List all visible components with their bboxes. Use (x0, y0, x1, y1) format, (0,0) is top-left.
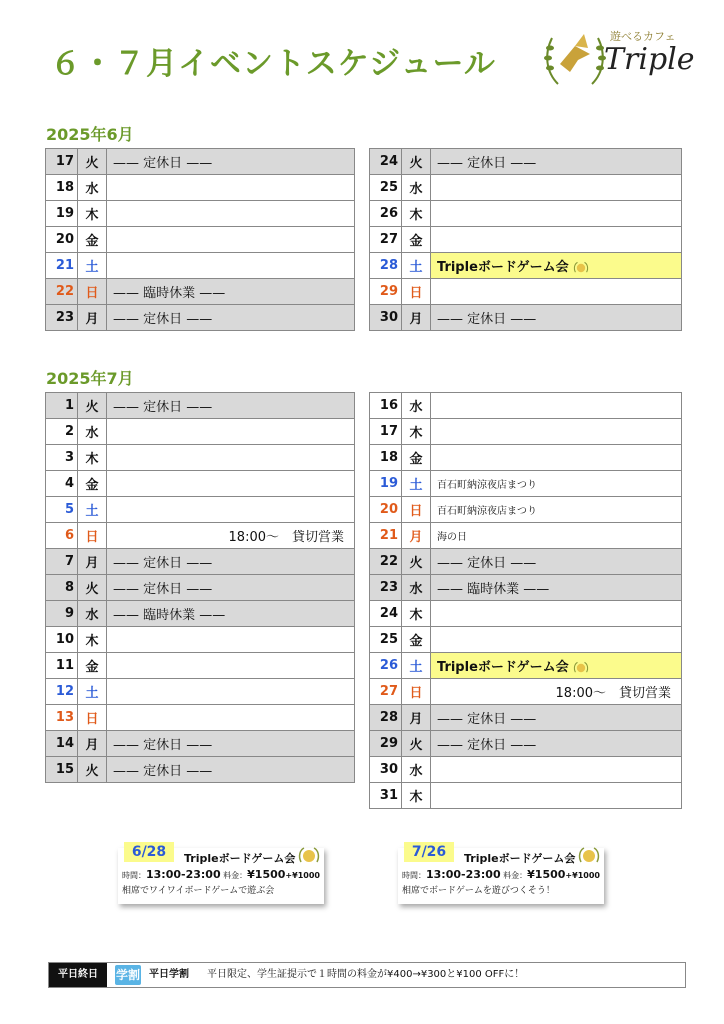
card-time-fee (122, 868, 320, 881)
event-note (431, 757, 682, 783)
student-discount-icon: 学割 (115, 965, 141, 985)
day-number: 23 (370, 575, 402, 601)
june-table-right (369, 148, 682, 331)
weekday: 日 (78, 523, 107, 549)
day-number: 17 (370, 419, 402, 445)
weekday: 土 (78, 497, 107, 523)
calendar-row (370, 253, 682, 279)
calendar-row (46, 445, 355, 471)
weekday: 月 (402, 305, 431, 331)
calendar-row (46, 175, 355, 201)
event-note (431, 679, 682, 705)
event-note-text: Tripleボードゲーム会 (437, 660, 569, 675)
weekday: 日 (78, 705, 107, 731)
calendar-row (370, 601, 682, 627)
calendar-row (46, 601, 355, 627)
day-number: 8 (46, 575, 78, 601)
logo-subtitle: 遊べるカフェ (610, 30, 676, 43)
weekday: 水 (402, 575, 431, 601)
event-note-text: —— 定休日 —— (437, 156, 537, 171)
event-note (431, 419, 682, 445)
event-note-text: —— 臨時休業 —— (113, 608, 226, 623)
calendar-row (46, 523, 355, 549)
student-discount-bar (48, 962, 686, 988)
laurel-medal-icon (572, 261, 590, 275)
calendar-row (46, 227, 355, 253)
calendar-row (46, 627, 355, 653)
event-note (107, 253, 355, 279)
laurel-medal-icon (578, 846, 600, 866)
weekday: 火 (78, 393, 107, 419)
day-number: 27 (370, 227, 402, 253)
fee-extra: +¥1000 (285, 871, 320, 880)
event-note (107, 419, 355, 445)
laurel-medal-icon (298, 846, 320, 866)
event-note (431, 227, 682, 253)
calendar-row (46, 393, 355, 419)
event-note (107, 393, 355, 419)
weekday: 木 (402, 201, 431, 227)
event-note (107, 201, 355, 227)
day-number: 21 (46, 253, 78, 279)
event-note (107, 227, 355, 253)
day-number: 18 (46, 175, 78, 201)
calendar-row (370, 393, 682, 419)
day-number: 23 (46, 305, 78, 331)
july-heading: 2025年7月 (46, 369, 134, 388)
event-card-0726 (398, 844, 604, 904)
time-label: 時間： (122, 871, 146, 880)
calendar-row (370, 731, 682, 757)
event-note (431, 783, 682, 809)
july-table-right (369, 392, 682, 809)
calendar-row (370, 445, 682, 471)
fee-value: ¥1500 (527, 868, 566, 881)
event-note (431, 731, 682, 757)
event-note-text: —— 定休日 —— (113, 738, 213, 753)
july-table-left (45, 392, 355, 783)
day-number: 3 (46, 445, 78, 471)
card-time-fee (402, 868, 600, 881)
event-note (431, 149, 682, 175)
day-number: 28 (370, 705, 402, 731)
triple-logo (540, 24, 695, 94)
day-number: 7 (46, 549, 78, 575)
day-number: 25 (370, 175, 402, 201)
event-note-text: Tripleボードゲーム会 (437, 260, 569, 275)
calendar-row (370, 305, 682, 331)
day-number: 19 (46, 201, 78, 227)
event-note-text: —— 定休日 —— (113, 764, 213, 779)
day-number: 5 (46, 497, 78, 523)
weekday: 木 (402, 783, 431, 809)
weekday: 水 (402, 175, 431, 201)
event-note (431, 201, 682, 227)
weekday: 火 (402, 549, 431, 575)
event-note (431, 549, 682, 575)
weekday: 月 (402, 705, 431, 731)
event-note (431, 601, 682, 627)
calendar-row (370, 279, 682, 305)
day-number: 27 (370, 679, 402, 705)
event-note (431, 253, 682, 279)
day-number: 15 (46, 757, 78, 783)
weekday: 月 (78, 731, 107, 757)
day-number: 14 (46, 731, 78, 757)
event-note (107, 471, 355, 497)
day-number: 4 (46, 471, 78, 497)
day-number: 11 (46, 653, 78, 679)
weekday: 土 (78, 679, 107, 705)
event-note-text: 海の日 (437, 532, 467, 543)
event-note (107, 601, 355, 627)
fee-label: 料金： (223, 871, 248, 880)
event-note (431, 305, 682, 331)
day-number: 22 (370, 549, 402, 575)
calendar-row (370, 175, 682, 201)
day-number: 30 (370, 305, 402, 331)
fee-extra: +¥1000 (565, 871, 600, 880)
event-note-text: —— 定休日 —— (113, 400, 213, 415)
card-date: 6/28 (124, 842, 174, 862)
calendar-row (370, 419, 682, 445)
weekday: 木 (402, 419, 431, 445)
calendar-row (370, 497, 682, 523)
day-number: 26 (370, 653, 402, 679)
event-note (107, 279, 355, 305)
weekday: 日 (402, 279, 431, 305)
time-label: 時間： (402, 871, 426, 880)
weekday: 金 (402, 627, 431, 653)
laurel-medal-icon (572, 661, 590, 675)
weekday: 日 (78, 279, 107, 305)
day-number: 28 (370, 253, 402, 279)
event-note (107, 445, 355, 471)
weekday: 金 (78, 653, 107, 679)
fee-label: 料金： (503, 871, 528, 880)
weekday: 火 (78, 149, 107, 175)
day-number: 6 (46, 523, 78, 549)
card-date: 7/26 (404, 842, 454, 862)
weekday: 水 (78, 175, 107, 201)
event-note (431, 705, 682, 731)
event-note-text: 18:00〜 貸切営業 (555, 686, 671, 701)
calendar-row (370, 471, 682, 497)
event-note (107, 705, 355, 731)
weekday: 火 (402, 731, 431, 757)
calendar-row (370, 783, 682, 809)
weekday: 金 (78, 227, 107, 253)
calendar-row (370, 757, 682, 783)
event-note (431, 653, 682, 679)
event-note (107, 523, 355, 549)
weekday: 火 (78, 757, 107, 783)
event-note (107, 627, 355, 653)
calendar-row (46, 731, 355, 757)
calendar-row (46, 201, 355, 227)
day-number: 12 (46, 679, 78, 705)
weekday: 水 (78, 419, 107, 445)
calendar-row (46, 305, 355, 331)
calendar-row (46, 705, 355, 731)
event-note-text: —— 定休日 —— (113, 556, 213, 571)
weekday: 金 (402, 445, 431, 471)
calendar-row (46, 253, 355, 279)
event-note-text: —— 定休日 —— (437, 738, 537, 753)
weekday: 日 (402, 497, 431, 523)
june-table-left (45, 148, 355, 331)
event-note-text: —— 定休日 —— (113, 312, 213, 327)
day-number: 19 (370, 471, 402, 497)
day-number: 25 (370, 627, 402, 653)
calendar-row (46, 471, 355, 497)
event-note (107, 575, 355, 601)
time-value: 13:00-23:00 (426, 868, 501, 881)
event-note (431, 279, 682, 305)
weekday: 月 (78, 549, 107, 575)
event-card-0628 (118, 844, 324, 904)
day-number: 26 (370, 201, 402, 227)
logo-wordmark: Triple (604, 42, 695, 77)
calendar-row (370, 149, 682, 175)
event-note-text: —— 定休日 —— (113, 582, 213, 597)
weekday: 土 (78, 253, 107, 279)
day-number: 30 (370, 757, 402, 783)
event-note-text: —— 定休日 —— (437, 312, 537, 327)
event-note-text: —— 臨時休業 —— (113, 286, 226, 301)
weekday: 火 (402, 149, 431, 175)
day-number: 16 (370, 393, 402, 419)
day-number: 20 (46, 227, 78, 253)
calendar-row (370, 705, 682, 731)
calendar-row (46, 497, 355, 523)
event-note (431, 575, 682, 601)
calendar-row (370, 575, 682, 601)
day-number: 21 (370, 523, 402, 549)
weekday: 木 (402, 601, 431, 627)
event-note (431, 445, 682, 471)
event-note (107, 497, 355, 523)
weekday: 火 (78, 575, 107, 601)
event-note-text: —— 臨時休業 —— (437, 582, 550, 597)
event-note (107, 653, 355, 679)
june-heading: 2025年6月 (46, 125, 134, 144)
calendar-row (46, 419, 355, 445)
calendar-row (370, 627, 682, 653)
day-number: 22 (46, 279, 78, 305)
day-number: 9 (46, 601, 78, 627)
day-number: 17 (46, 149, 78, 175)
calendar-row (46, 575, 355, 601)
calendar-row (46, 279, 355, 305)
time-value: 13:00-23:00 (146, 868, 221, 881)
card-description: 相席でボードゲームを遊びつくそう！ (402, 886, 555, 896)
event-note-text: —— 定休日 —— (437, 712, 537, 727)
fee-value: ¥1500 (247, 868, 286, 881)
weekday: 水 (78, 601, 107, 627)
calendar-row (370, 653, 682, 679)
event-note (107, 175, 355, 201)
card-event-name: Tripleボードゲーム会 (184, 852, 296, 865)
footer-text: 平日限定、学生証提示で１時間の料金が¥400→¥300と¥100 OFFに！ (207, 969, 525, 980)
day-number: 29 (370, 279, 402, 305)
weekday: 土 (402, 471, 431, 497)
calendar-row (370, 679, 682, 705)
weekday: 木 (78, 627, 107, 653)
bird-laurel-icon (540, 24, 610, 94)
day-number: 24 (370, 601, 402, 627)
weekday: 木 (78, 201, 107, 227)
day-number: 10 (46, 627, 78, 653)
calendar-row (370, 523, 682, 549)
event-note (107, 149, 355, 175)
day-number: 24 (370, 149, 402, 175)
calendar-row (46, 549, 355, 575)
calendar-row (46, 679, 355, 705)
calendar-row (370, 227, 682, 253)
calendar-row (370, 201, 682, 227)
day-number: 20 (370, 497, 402, 523)
event-note (431, 175, 682, 201)
calendar-row (46, 149, 355, 175)
event-note (107, 549, 355, 575)
event-note (107, 731, 355, 757)
event-note-text: 百石町納涼夜店まつり (437, 480, 537, 491)
weekday: 水 (402, 393, 431, 419)
weekday: 水 (402, 757, 431, 783)
footer-name: 平日学割 (149, 969, 189, 980)
day-number: 29 (370, 731, 402, 757)
calendar-row (46, 653, 355, 679)
weekday: 日 (402, 679, 431, 705)
weekday: 金 (78, 471, 107, 497)
day-number: 2 (46, 419, 78, 445)
event-note-text: 百石町納涼夜店まつり (437, 506, 537, 517)
event-note-text: —— 定休日 —— (437, 556, 537, 571)
day-number: 1 (46, 393, 78, 419)
weekday: 土 (402, 653, 431, 679)
card-event-name: Tripleボードゲーム会 (464, 852, 576, 865)
page-title: ６・７月イベントスケジュール (50, 46, 496, 82)
event-note (107, 679, 355, 705)
event-note (431, 393, 682, 419)
day-number: 13 (46, 705, 78, 731)
event-note (431, 497, 682, 523)
event-note (107, 305, 355, 331)
event-note (431, 627, 682, 653)
event-note (431, 471, 682, 497)
event-note-text: —— 定休日 —— (113, 156, 213, 171)
footer-label: 平日終日 (49, 963, 107, 987)
day-number: 18 (370, 445, 402, 471)
weekday: 月 (402, 523, 431, 549)
calendar-row (46, 757, 355, 783)
event-note (431, 523, 682, 549)
day-number: 31 (370, 783, 402, 809)
weekday: 木 (78, 445, 107, 471)
weekday: 金 (402, 227, 431, 253)
event-note (107, 757, 355, 783)
event-note-text: 18:00〜 貸切営業 (228, 530, 344, 545)
weekday: 月 (78, 305, 107, 331)
calendar-row (370, 549, 682, 575)
card-description: 相席でワイワイボードゲームで遊ぶ会 (122, 886, 275, 896)
weekday: 土 (402, 253, 431, 279)
